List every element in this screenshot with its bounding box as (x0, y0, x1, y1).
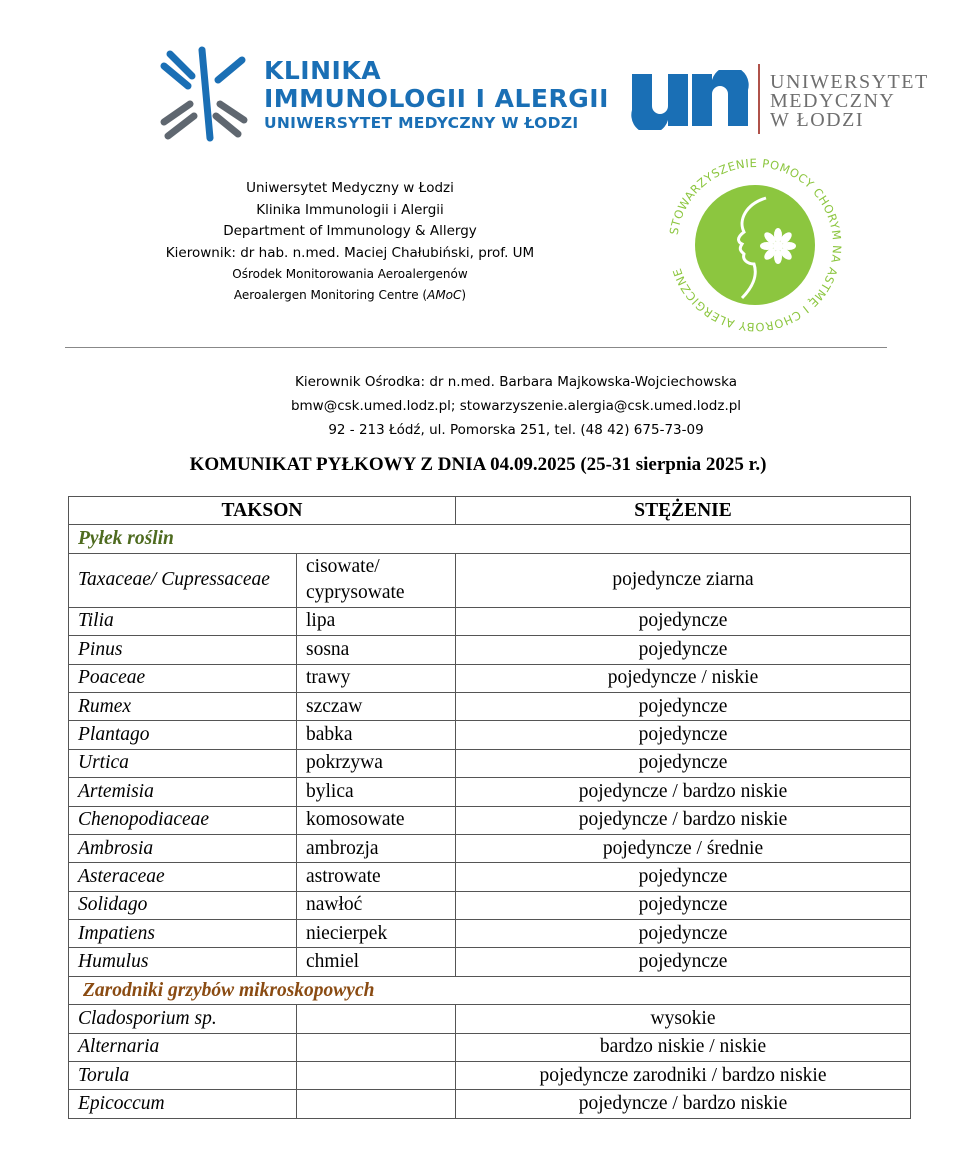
taxon-latin-cell: Torula (69, 1062, 297, 1090)
table-row (69, 834, 911, 862)
table-header-row (69, 497, 911, 525)
klinika-logo (158, 46, 609, 142)
taxon-polish-cell: lipa (297, 607, 456, 635)
table-row (69, 553, 911, 607)
taxon-polish-cell (297, 1062, 456, 1090)
um-mark-icon (628, 70, 754, 130)
taxon-polish-cell: babka (297, 721, 456, 749)
table-row (69, 778, 911, 806)
table-row (69, 948, 911, 976)
taxon-latin-cell: Impatiens (69, 920, 297, 948)
table-row (69, 920, 911, 948)
taxon-latin-cell: Poaceae (69, 664, 297, 692)
taxon-polish-cell (297, 1033, 456, 1061)
concentration-cell: pojedyncze (456, 749, 911, 777)
concentration-cell: pojedyncze (456, 948, 911, 976)
taxon-latin-cell: Alternaria (69, 1033, 297, 1061)
taxon-latin-cell: Urtica (69, 749, 297, 777)
concentration-cell: pojedyncze (456, 636, 911, 664)
table-row (69, 636, 911, 664)
taxon-latin-cell: Chenopodiaceae (69, 806, 297, 834)
stowarzyszenie-emblem-icon (668, 158, 842, 332)
table-row (69, 806, 911, 834)
taxon-polish-cell: bylica (297, 778, 456, 806)
taxon-polish-cell: trawy (297, 664, 456, 692)
table-row (69, 1062, 911, 1090)
taxon-polish-cell: sosna (297, 636, 456, 664)
centre-abbr: AMoC (427, 288, 462, 302)
stowarzyszenie-logo (668, 158, 842, 332)
concentration-cell: pojedyncze (456, 863, 911, 891)
table-row (69, 749, 911, 777)
taxon-latin-cell: Plantago (69, 721, 297, 749)
taxon-polish-cell: nawłoć (297, 891, 456, 919)
taxon-latin-cell: Tilia (69, 607, 297, 635)
taxon-polish-cell: cisowate/ cyprysowate (297, 553, 456, 607)
klinika-logo-line2: IMMUNOLOGII I ALERGII (264, 84, 609, 113)
concentration-cell: pojedyncze zarodniki / bardzo niskie (456, 1062, 911, 1090)
taxon-header: TAKSON (69, 497, 456, 525)
taxon-latin-cell: Pinus (69, 636, 297, 664)
address-block (130, 178, 570, 306)
concentration-cell: pojedyncze / bardzo niskie (456, 778, 911, 806)
um-divider (758, 64, 760, 134)
university-name: Uniwersytet Medyczny w Łodzi (246, 180, 454, 196)
fungi-section-label: Zarodniki grzybów mikroskopowych (69, 976, 911, 1004)
concentration-cell: pojedyncze ziarna (456, 553, 911, 607)
taxon-polish-cell: ambrozja (297, 834, 456, 862)
pollen-section-row (69, 525, 911, 553)
pollen-table-wrap (68, 496, 910, 1119)
taxon-polish-cell: astrowate (297, 863, 456, 891)
klinika-logo-line3: UNIWERSYTET MEDYCZNY W ŁODZI (264, 114, 579, 132)
taxon-latin-cell: Cladosporium sp. (69, 1005, 297, 1033)
concentration-cell: pojedyncze / bardzo niskie (456, 806, 911, 834)
contact-address: 92 - 213 Łódź, ul. Pomorska 251, tel. (48 42) 675-73-09 (328, 422, 704, 438)
header-divider (65, 347, 887, 348)
contact-block (250, 370, 782, 442)
concentration-cell: pojedyncze / bardzo niskie (456, 1090, 911, 1118)
taxon-latin-cell: Asteraceae (69, 863, 297, 891)
table-row (69, 1090, 911, 1118)
report-title: KOMUNIKAT PYŁKOWY Z DNIA 04.09.2025 (25-31 sierpnia 2025 r.) (189, 454, 767, 475)
centre-name-en-suffix: ) (461, 288, 467, 302)
taxon-polish-cell: pokrzywa (297, 749, 456, 777)
taxon-polish-cell: szczaw (297, 692, 456, 720)
concentration-cell: pojedyncze (456, 692, 911, 720)
concentration-cell: bardzo niskie / niskie (456, 1033, 911, 1061)
centre-name-pl: Ośrodek Monitorowania Aeroalergenów (232, 267, 468, 281)
table-body (69, 525, 911, 1118)
concentration-cell: wysokie (456, 1005, 911, 1033)
taxon-latin-cell: Ambrosia (69, 834, 297, 862)
concentration-cell: pojedyncze (456, 891, 911, 919)
centre-head: Kierownik Ośrodka: dr n.med. Barbara Majkowska-Wojciechowska (295, 374, 737, 390)
concentration-header: STĘŻENIE (456, 497, 911, 525)
table-row (69, 863, 911, 891)
table-row (69, 664, 911, 692)
centre-name-en-prefix: Aeroalergen Monitoring Centre ( (233, 288, 428, 302)
taxon-latin-cell: Humulus (69, 948, 297, 976)
um-logo-line2: MEDYCZNY (770, 90, 896, 112)
contact-emails[interactable]: bmw@csk.umed.lodz.pl; stowarzyszenie.alergia@csk.umed.lodz.pl (290, 398, 742, 414)
clinic-name: Klinika Immunologii i Alergii (256, 201, 444, 218)
concentration-cell: pojedyncze / niskie (456, 664, 911, 692)
klinika-logo-line1: KLINIKA (264, 56, 382, 85)
concentration-cell: pojedyncze (456, 607, 911, 635)
table-row (69, 607, 911, 635)
department-name: Department of Immunology & Allergy (223, 223, 477, 239)
um-logo (628, 64, 938, 134)
taxon-latin-cell: Rumex (69, 692, 297, 720)
taxon-polish-cell: niecierpek (297, 920, 456, 948)
table-row (69, 891, 911, 919)
head-of-clinic: Kierownik: dr hab. n.med. Maciej Chałubiński, prof. UM (165, 244, 535, 261)
um-logo-line1: UNIWERSYTET (770, 71, 929, 93)
pollen-table (68, 496, 911, 1119)
centre-name-en (130, 285, 570, 306)
taxon-polish-cell: chmiel (297, 948, 456, 976)
taxon-latin-cell: Artemisia (69, 778, 297, 806)
table-row (69, 1033, 911, 1061)
taxon-latin-cell: Solidago (69, 891, 297, 919)
concentration-cell: pojedyncze (456, 721, 911, 749)
stowarzyszenie-ring-text: STOWARZYSZENIE POMOCY CHORY A ASTMĘ I CHOROBY ALERGICZNE (668, 158, 842, 332)
table-row (69, 721, 911, 749)
taxon-latin-cell: Taxaceae/ Cupressaceae (69, 553, 297, 607)
table-row (69, 692, 911, 720)
um-logo-line3: W ŁODZI (770, 109, 864, 131)
taxon-latin-cell: Epicoccum (69, 1090, 297, 1118)
table-row (69, 1005, 911, 1033)
concentration-cell: pojedyncze (456, 920, 911, 948)
taxon-polish-cell: komosowate (297, 806, 456, 834)
fungi-section-row (69, 976, 911, 1004)
klinika-emblem-icon (158, 46, 254, 142)
concentration-cell: pojedyncze / średnie (456, 834, 911, 862)
taxon-polish-cell (297, 1090, 456, 1118)
pollen-section-label: Pyłek roślin (69, 525, 911, 553)
taxon-polish-cell (297, 1005, 456, 1033)
